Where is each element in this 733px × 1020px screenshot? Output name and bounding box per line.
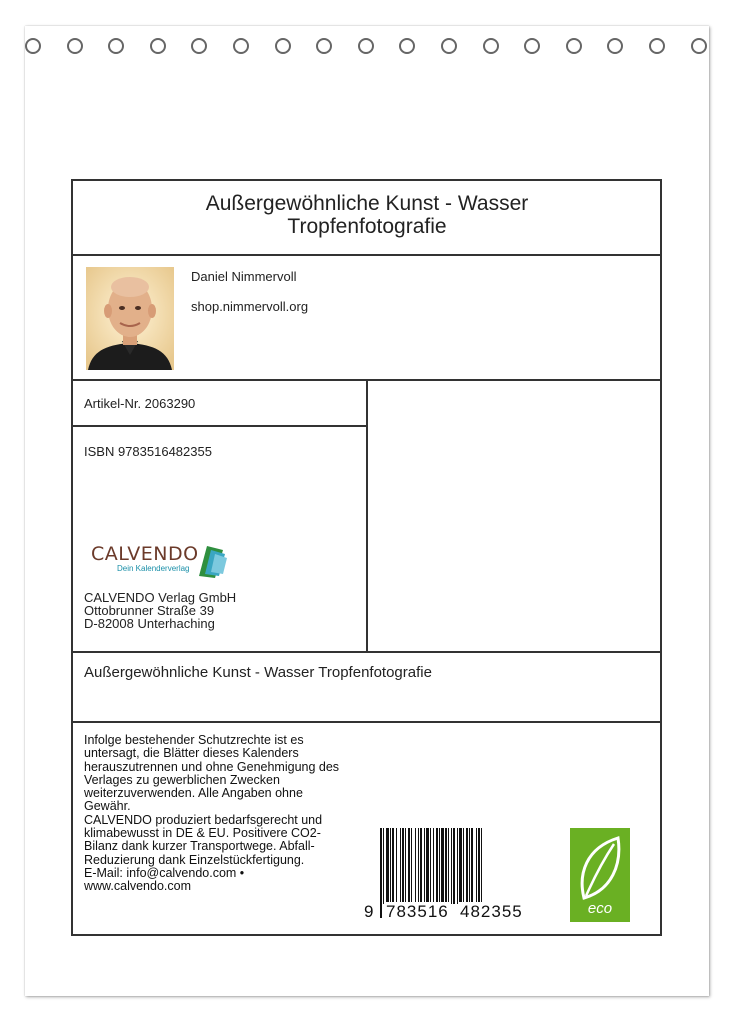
barcode-bar (466, 828, 468, 904)
leaf-icon (576, 834, 624, 902)
calvendo-logo-mark (197, 544, 229, 578)
divider-calendar-title (71, 721, 662, 723)
title-line-1: Außergewöhnliche Kunst - Wasser (205, 192, 529, 215)
barcode-bar (380, 828, 382, 918)
author-website: shop.nimmervoll.org (191, 299, 309, 314)
barcode-bar (476, 828, 477, 904)
eco-label: eco (587, 900, 613, 917)
barcode-bar (424, 828, 425, 904)
barcode-bar (448, 828, 449, 904)
eco-badge (570, 828, 630, 922)
binding-ring (649, 38, 665, 54)
barcode-bar (405, 828, 406, 904)
barcode-digits-left: 783516 (386, 902, 449, 921)
legal-line: www.calvendo.com (84, 879, 191, 894)
barcode-bar (426, 828, 429, 904)
legal-line: E-Mail: info@calvendo.com • (84, 865, 245, 880)
barcode-bar (400, 828, 401, 904)
legal-line: CALVENDO produziert bedarfsgerecht und (84, 812, 323, 827)
isbn: ISBN 9783516482355 (84, 444, 212, 459)
barcode-bar (459, 828, 462, 904)
article-number: Artikel-Nr. 2063290 (84, 396, 196, 411)
barcode-bar (439, 828, 440, 904)
barcode-bar (383, 828, 384, 904)
divider-article (71, 425, 368, 427)
binding-ring (150, 38, 166, 54)
publisher-street: Ottobrunner Straße 39 (84, 603, 215, 618)
binding-ring (67, 38, 83, 54)
barcode-digits-right: 482355 (460, 902, 523, 921)
binding-ring (441, 38, 457, 54)
binding-ring (275, 38, 291, 54)
calvendo-logo (91, 543, 231, 579)
divider-publisher (71, 651, 662, 653)
page-title (72, 192, 662, 238)
binding-ring (691, 38, 707, 54)
binding-ring (233, 38, 249, 54)
calvendo-logo-word: CALVENDO (91, 543, 199, 565)
barcode-bar (441, 828, 444, 904)
legal-line: Verlages zu gewerblichen Zwecken (84, 772, 280, 787)
barcode-bar (396, 828, 397, 904)
barcode-bar (402, 828, 404, 904)
barcode-bar (463, 828, 464, 904)
barcode-bar (390, 828, 391, 904)
publisher-name: CALVENDO Verlag GmbH (84, 590, 237, 605)
legal-line: untersagt, die Blätter dieses Kalenders (84, 746, 299, 761)
author-portrait (86, 267, 174, 370)
barcode-bar (420, 828, 422, 904)
binding-ring (25, 38, 41, 54)
barcode-bar (411, 828, 412, 904)
legal-line: herauszutrennen und ohne Genehmigung des (84, 759, 340, 774)
barcode-bar (392, 828, 394, 904)
barcode-bar (457, 828, 458, 904)
legal-line: Bilanz dank kurzer Transportwege. Abfall- (84, 839, 315, 854)
barcode-bar (471, 828, 473, 904)
barcode-bar (469, 828, 470, 904)
barcode-bar (386, 828, 389, 904)
barcode-bar (436, 828, 438, 904)
legal-line: Gewähr. (84, 799, 131, 814)
barcode-bar (418, 828, 419, 904)
title-line-2: Tropfenfotografie (287, 215, 447, 238)
legal-line: weiterzuverwenden. Alle Angaben ohne (84, 786, 303, 801)
barcode-bar (430, 828, 431, 904)
binding-ring (358, 38, 374, 54)
author-name: Daniel Nimmervoll (191, 269, 297, 284)
publisher-city: D-82008 Unterhaching (84, 616, 215, 631)
legal-line: Infolge bestehender Schutzrechte ist es (84, 733, 304, 747)
barcode-digit-first: 9 (364, 902, 374, 921)
legal-line: klimabewusst in DE & EU. Positivere CO2- (84, 826, 321, 841)
binding-ring (483, 38, 499, 54)
divider-title (71, 254, 662, 256)
barcode-bar (445, 828, 447, 904)
barcode-bar (451, 828, 452, 904)
calvendo-logo-tagline: Dein Kalenderverlag (117, 564, 190, 573)
divider-vertical (366, 379, 368, 653)
legal-line: Reduzierung dank Einzelstückfertigung. (84, 852, 305, 867)
legal-notice (84, 734, 364, 894)
barcode-bar (415, 828, 416, 904)
calendar-title: Außergewöhnliche Kunst - Wasser Tropfenfotografie (84, 664, 432, 681)
barcode-bar (453, 828, 455, 904)
binding-ring (566, 38, 582, 54)
barcode-bar (408, 828, 410, 904)
barcode-bar (478, 828, 480, 904)
